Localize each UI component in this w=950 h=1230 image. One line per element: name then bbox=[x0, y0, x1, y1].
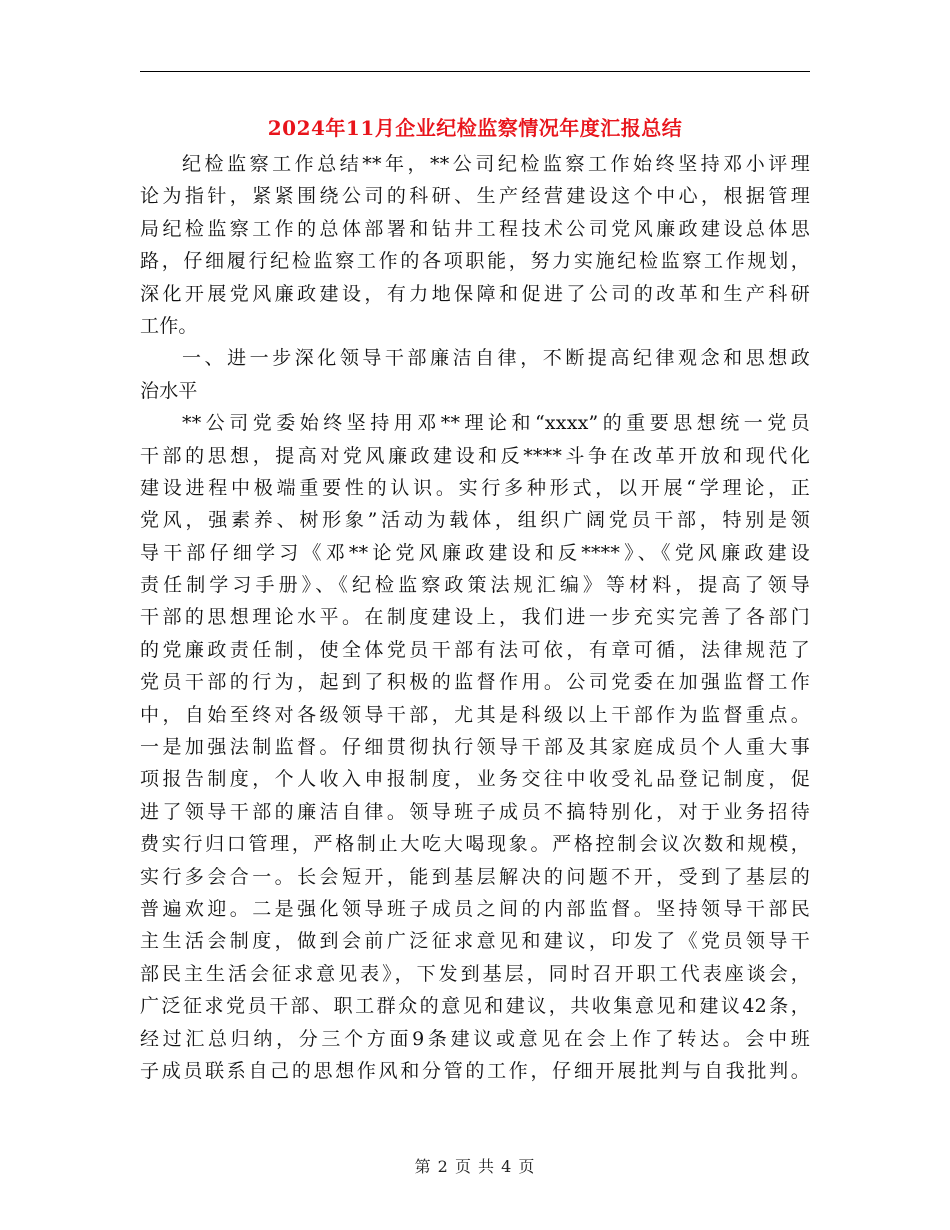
body-line: 干部的思想理论水平。在制度建设上，我们进一步充实完善了各部门 bbox=[140, 606, 810, 629]
body-line: 进了领导干部的廉洁自律。领导班子成员不搞特别化，对于业务招待 bbox=[140, 800, 810, 823]
section-heading-line: 治水平 bbox=[140, 379, 198, 402]
body-line: 广泛征求党员干部、职工群众的意见和建议，共收集意见和建议42条， bbox=[140, 995, 810, 1018]
body-line: **公司党委始终坚持用邓**理论和“xxxx”的重要思想统一党员 bbox=[182, 412, 810, 435]
body-line: 工作。 bbox=[140, 314, 198, 337]
body-line: 主生活会制度，做到会前广泛征求意见和建议，印发了《党员领导干 bbox=[140, 930, 810, 953]
body-line: 深化开展党风廉政建设，有力地保障和促进了公司的改革和生产科研 bbox=[140, 282, 810, 305]
body-line: 经过汇总归纳，分三个方面9条建议或意见在会上作了转达。会中班 bbox=[140, 1027, 810, 1050]
document-title: 2024年11月企业纪检监察情况年度汇报总结 bbox=[267, 116, 683, 140]
body-line: 费实行归口管理，严格制止大吃大喝现象。严格控制会议次数和规模， bbox=[140, 833, 810, 856]
body-line: 的党廉政责任制，使全体党员干部有法可依，有章可循，法律规范了 bbox=[140, 638, 810, 661]
body-line: 纪检监察工作总结**年，**公司纪检监察工作始终坚持邓小评理 bbox=[182, 153, 810, 175]
body-line: 建设进程中极端重要性的认识。实行多种形式，以开展“学理论，正 bbox=[140, 476, 810, 499]
body-line: 导干部仔细学习《邓**论党风廉政建设和反****》、《党风廉政建设 bbox=[140, 541, 810, 564]
body-line: 中，自始至终对各级领导干部，尤其是科级以上干部作为监督重点。 bbox=[140, 703, 810, 726]
body-line: 部民主生活会征求意见表》，下发到基层，同时召开职工代表座谈会， bbox=[140, 962, 810, 985]
body-line: 一是加强法制监督。仔细贯彻执行领导干部及其家庭成员个人重大事 bbox=[140, 736, 810, 759]
document-body bbox=[140, 148, 810, 1087]
body-line: 普遍欢迎。二是强化领导班子成员之间的内部监督。坚持领导干部民 bbox=[140, 897, 810, 920]
body-line: 责任制学习手册》、《纪检监察政策法规汇编》等材料，提高了领导 bbox=[140, 574, 810, 597]
body-line: 路，仔细履行纪检监察工作的各项职能，努力实施纪检监察工作规划， bbox=[140, 250, 810, 273]
body-line: 实行多会合一。长会短开，能到基层解决的问题不开，受到了基层的 bbox=[140, 865, 810, 888]
body-line: 论为指针，紧紧围绕公司的科研、生产经营建设这个中心，根据管理 bbox=[140, 185, 810, 208]
body-line: 局纪检监察工作的总体部署和钻井工程技术公司党风廉政建设总体思 bbox=[140, 217, 810, 240]
body-line: 干部的思想，提高对党风廉政建设和反****斗争在改革开放和现代化 bbox=[140, 444, 810, 467]
body-line: 党员干部的行为，起到了积极的监督作用。公司党委在加强监督工作 bbox=[140, 671, 810, 694]
body-line: 子成员联系自己的思想作风和分管的工作，仔细开展批判与自我批判。 bbox=[140, 1059, 810, 1082]
header-rule bbox=[140, 71, 810, 72]
body-line: 项报告制度，个人收入申报制度，业务交往中收受礼品登记制度，促 bbox=[140, 768, 810, 791]
body-line: 党风，强素养、树形象”活动为载体，组织广阔党员干部，特别是领 bbox=[140, 509, 810, 532]
section-heading-line: 一、进一步深化领导干部廉洁自律，不断提高纪律观念和思想政 bbox=[182, 347, 810, 370]
page-number-footer: 第 2 页 共 4 页 bbox=[414, 1157, 536, 1176]
